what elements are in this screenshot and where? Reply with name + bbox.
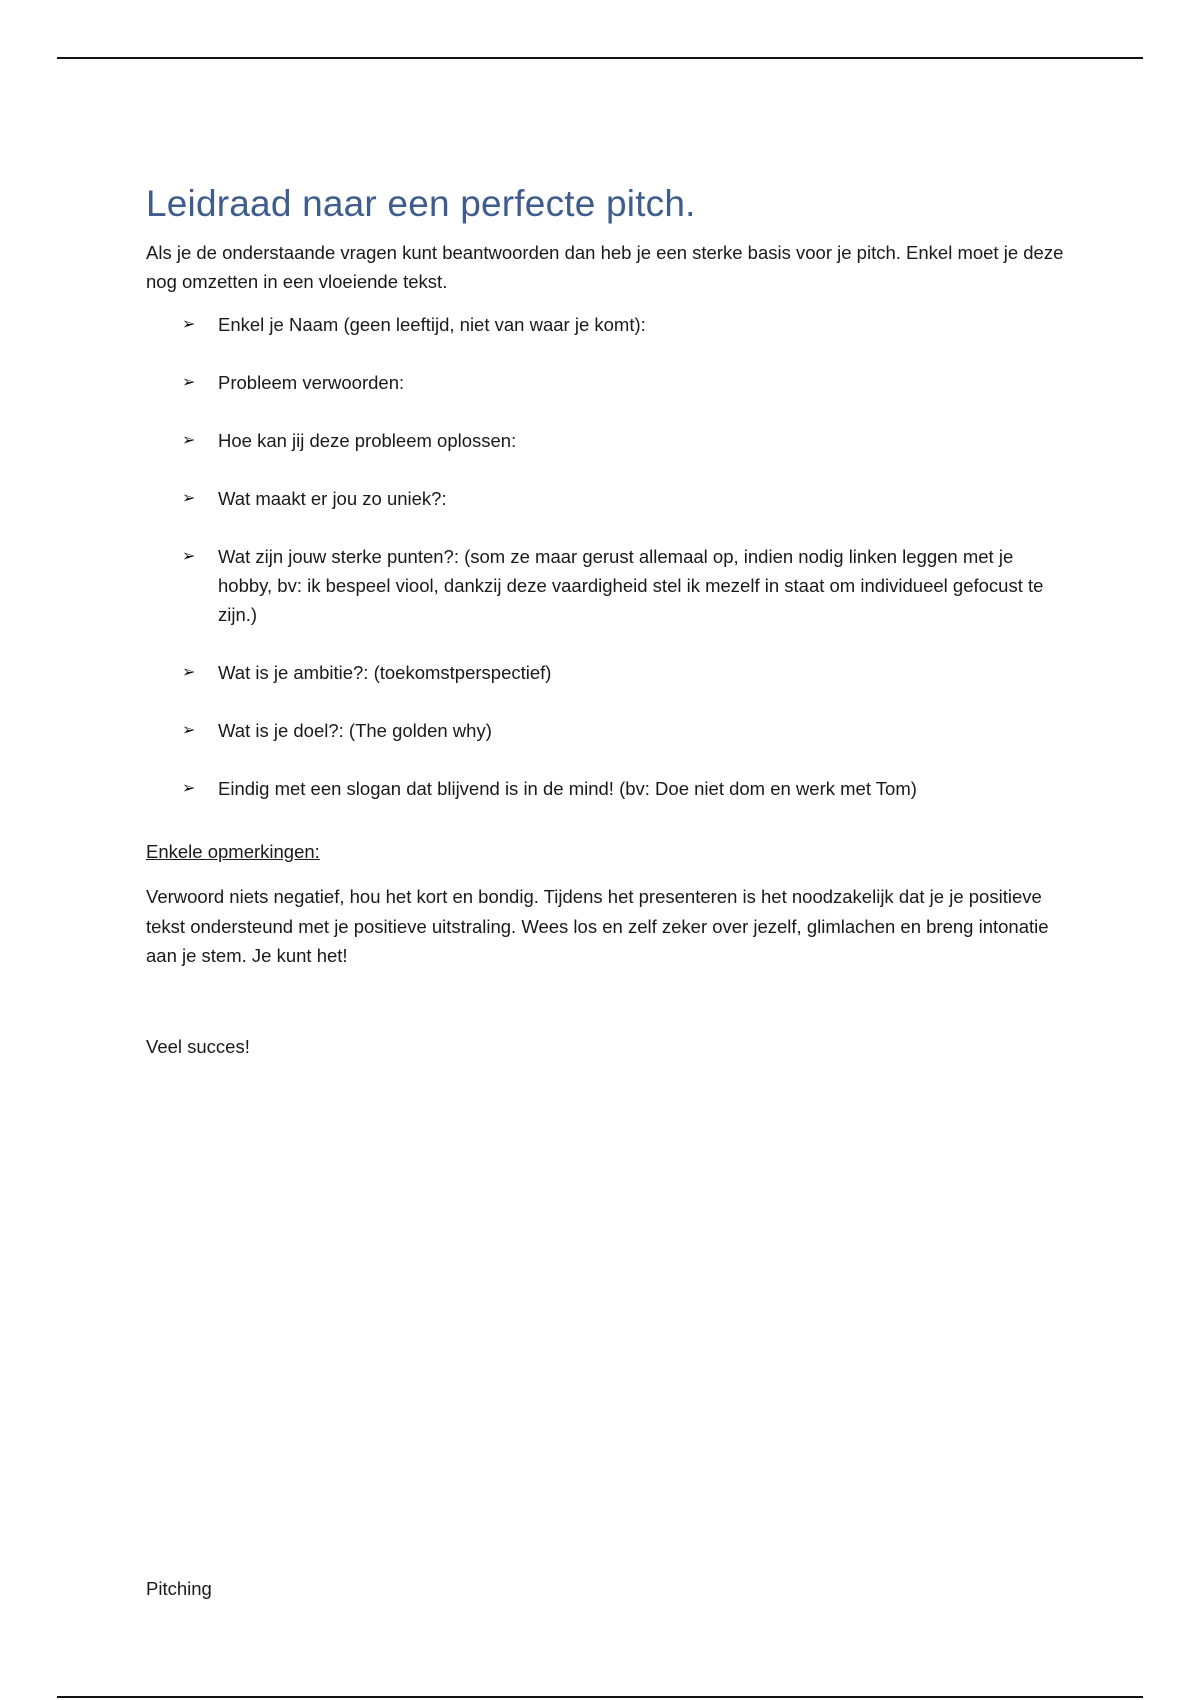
- question-list: [146, 310, 1066, 803]
- list-item: [182, 310, 1066, 339]
- list-item-text: Eindig met een slogan dat blijvend is in de mind! (bv: Doe niet dom en werk met Tom): [218, 778, 917, 799]
- arrowhead-bullet-icon: ➢: [182, 664, 196, 681]
- arrowhead-bullet-icon: ➢: [182, 316, 196, 333]
- list-item-text: Wat zijn jouw sterke punten?: (som ze maar gerust allemaal op, indien nodig linken leggen met je hobby, bv: ik bespeel viool, dankzij deze vaardigheid stel ik mezelf in staat om individueel gefocust te zijn.): [218, 546, 1044, 625]
- list-item-text: Enkel je Naam (geen leeftijd, niet van waar je komt):: [218, 314, 646, 335]
- footer-rule: [57, 1696, 1143, 1698]
- list-item: [182, 658, 1066, 687]
- list-item: [182, 542, 1066, 629]
- header-rule: [57, 57, 1143, 59]
- arrowhead-bullet-icon: ➢: [182, 548, 196, 565]
- remarks-heading: Enkele opmerkingen:: [146, 841, 320, 862]
- arrowhead-bullet-icon: ➢: [182, 722, 196, 739]
- remarks-paragraph: Verwoord niets negatief, hou het kort en bondig. Tijdens het presenteren is het noodzakelijk dat je je positieve tekst ondersteund met je positieve uitstraling. Wees los en zelf zeker over jezelf, glimlachen en breng intonatie aan je stem. Je kunt het!: [146, 886, 1049, 966]
- list-item-text: Wat is je ambitie?: (toekomstperspectief): [218, 662, 552, 683]
- list-item-text: Wat is je doel?: (The golden why): [218, 720, 492, 741]
- arrowhead-bullet-icon: ➢: [182, 780, 196, 797]
- arrowhead-bullet-icon: ➢: [182, 432, 196, 449]
- document-title: Leidraad naar een perfecte pitch.: [146, 183, 696, 224]
- arrowhead-bullet-icon: ➢: [182, 490, 196, 507]
- list-item: [182, 484, 1066, 513]
- list-item: [182, 368, 1066, 397]
- document-body: [146, 180, 1066, 1061]
- list-item-text: Probleem verwoorden:: [218, 372, 405, 393]
- list-item-text: Wat maakt er jou zo uniek?:: [218, 488, 447, 509]
- closing-line: Veel succes!: [146, 1035, 250, 1057]
- arrowhead-bullet-icon: ➢: [182, 374, 196, 391]
- list-item: [182, 426, 1066, 455]
- list-item: [182, 716, 1066, 745]
- intro-paragraph: Als je de onderstaande vragen kunt beantwoorden dan heb je een sterke basis voor je pitch. Enkel moet je deze nog omzetten in een vloeiende tekst.: [146, 242, 1064, 292]
- page-footer: Pitching: [146, 1578, 212, 1599]
- list-item: [182, 774, 1066, 803]
- list-item-text: Hoe kan jij deze probleem oplossen:: [218, 430, 517, 451]
